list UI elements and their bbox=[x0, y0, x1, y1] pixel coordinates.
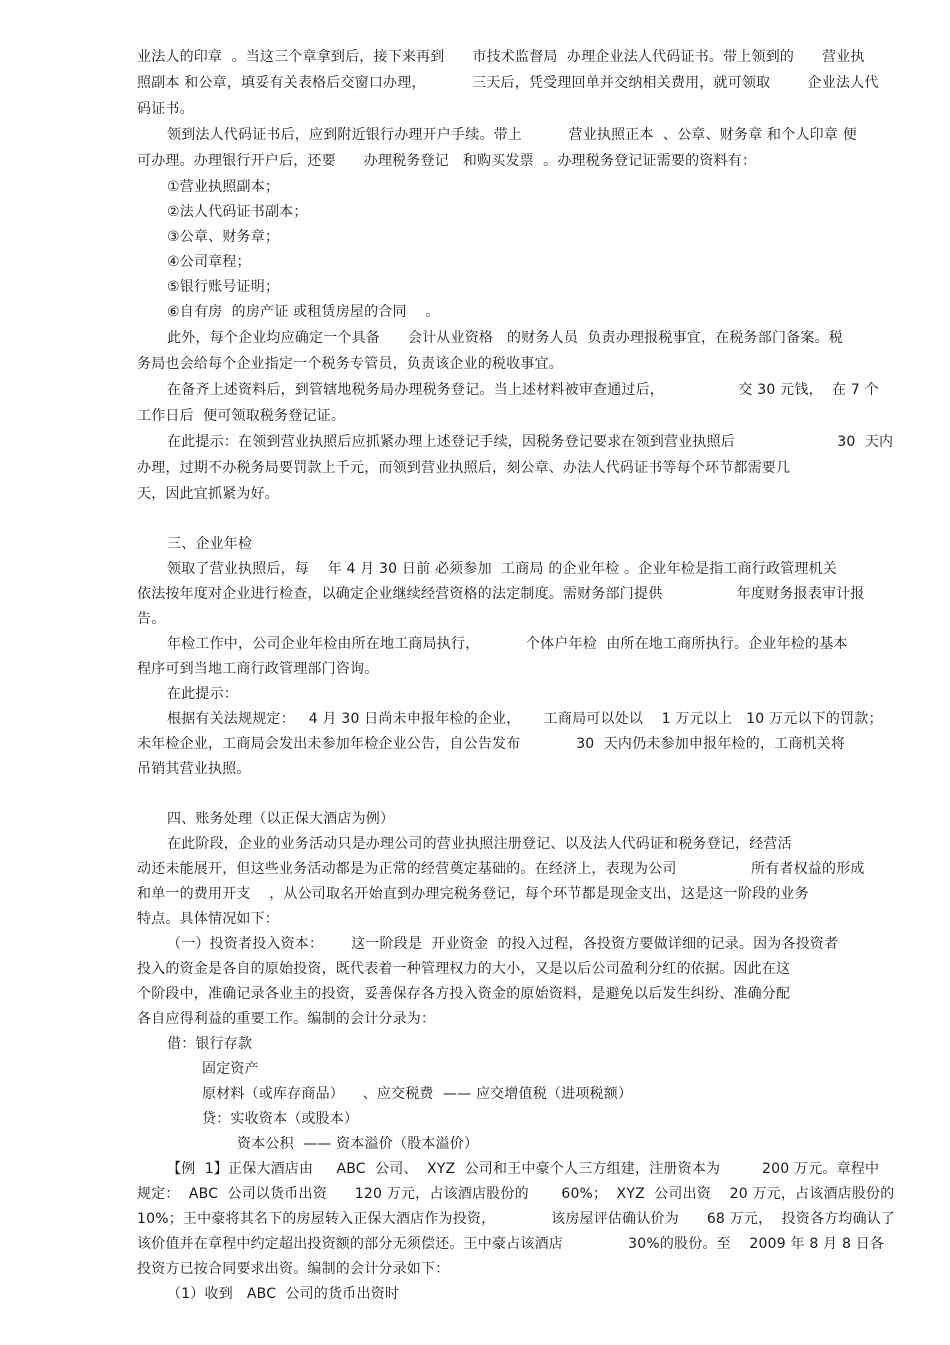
journal-entry-line: 固定资产 bbox=[202, 1061, 259, 1077]
text-line: 领到法人代码证书后，应到附近银行办理开户手续。带上 营业执照正本 、公章、财务章 和个人印章 便 bbox=[167, 127, 857, 143]
text-line: 投入的资金是各自的原始投资，既代表着一种管理权力的大小，又是以后公司盈利分红的依据。因此在这 bbox=[137, 961, 791, 977]
example-line: 投资方已按合同要求出资。编制的会计分录如下： bbox=[137, 1261, 450, 1277]
text-line: 未年检企业，工商局会发出未参加年检企业公告，自公告发布 30 天内仍未参加申报年检的，工商机关将 bbox=[137, 736, 846, 752]
text-line: 在此提示：在领到营业执照后应抓紧办理上述登记手续，因税务登记要求在领到营业执照后 30 天内 bbox=[167, 434, 894, 450]
text-line: 在此阶段，企业的业务活动只是办理公司的营业执照注册登记、以及法人代码证和税务登记，经营活 bbox=[167, 836, 792, 852]
text-line: （一）投资者投入资本： 这一阶段是 开业资金 的投入过程，各投资方要做详细的记录。因为各投资者 bbox=[167, 936, 839, 952]
list-item: ⑥自有房 的房产证 或租赁房屋的合同 。 bbox=[167, 304, 440, 320]
text-line: 告。 bbox=[137, 611, 166, 627]
text-line: 年检工作中，公司企业年检由所在地工商局执行， 个体户年检 由所在地工商所执行。企业年检的基本 bbox=[167, 636, 848, 652]
text-line: 在此提示： bbox=[167, 686, 238, 702]
text-line: 个阶段中，准确记录各业主的投资，妥善保存各方投入资金的原始资料，是避免以后发生纠纷、准确分配 bbox=[137, 986, 791, 1002]
text-line: 办理，过期不办税务局要罚款上千元，而领到营业执照后，刻公章、办法人代码证书等每个环节都需要几 bbox=[137, 460, 791, 476]
text-line: 天，因此宜抓紧为好。 bbox=[137, 486, 279, 502]
journal-entry-line: 原材料（或库存商品） 、应交税费 —— 应交增值税（进项税额） bbox=[202, 1086, 633, 1102]
section-heading: 三、企业年检 bbox=[167, 536, 253, 552]
journal-entry-credit: 贷：实收资本（或股本） bbox=[202, 1111, 359, 1127]
section-heading: 四、账务处理（以正保大酒店为例） bbox=[167, 811, 395, 827]
text-line: 业法人的印章 。当这三个章拿到后，接下来再到 市技术监督局 办理企业法人代码证书。带上领到的 营业执 bbox=[137, 49, 865, 65]
list-item: ①营业执照副本； bbox=[167, 179, 280, 195]
journal-entry-line: 资本公积 —— 资本溢价（股本溢价） bbox=[237, 1136, 479, 1152]
example-line: （1）收到 ABC 公司的货币出资时 bbox=[167, 1286, 400, 1302]
text-line: 特点。具体情况如下： bbox=[137, 911, 279, 927]
text-line: 照副本 和公章，填妥有关表格后交窗口办理， 三天后，凭受理回单并交纳相关费用，就可领取 企业法人代 bbox=[137, 75, 879, 91]
text-line: 和单一的费用开支 ，从公司取名开始直到办理完税务登记，每个环节都是现金支出，这是这一阶段的业务 bbox=[137, 886, 809, 902]
text-line: 程序可到当地工商行政管理部门咨询。 bbox=[137, 661, 379, 677]
example-line: 该价值并在章程中约定超出投资额的部分无须偿还。王中豪占该酒店 30%的股份。至 2009 年 8 月 8 日各 bbox=[137, 1236, 885, 1252]
example-line: 10%；王中豪将其名下的房屋转入正保大酒店作为投资， 该房屋评估确认价为 68 万元， 投资各方均确认了 bbox=[137, 1211, 896, 1227]
text-line: 可办理。办理银行开户后，还要 办理税务登记 和购买发票 。办理税务登记证需要的资料有： bbox=[137, 153, 757, 169]
text-line: 各自应得利益的重要工作。编制的会计分录为： bbox=[137, 1011, 436, 1027]
text-line: 在备齐上述资料后，到管辖地税务局办理税务登记。当上述材料被审查通过后， 交 30 元钱， 在 7 个 bbox=[167, 382, 879, 398]
list-item: ⑤银行账号证明； bbox=[167, 279, 280, 295]
text-line: 吊销其营业执照。 bbox=[137, 761, 251, 777]
text-line: 工作日后 便可领取税务登记证。 bbox=[137, 408, 346, 424]
journal-entry-debit: 借：银行存款 bbox=[167, 1036, 253, 1052]
example-line: 【例 1】正保大酒店由 ABC 公司、 XYZ 公司和王中豪个人三方组建，注册资本为 200 万元。章程中 bbox=[167, 1161, 880, 1177]
text-line: 依法按年度对企业进行检查，以确定企业继续经营资格的法定制度。需财务部门提供 年度财务报表审计报 bbox=[137, 586, 865, 602]
text-line: 务局也会给每个企业指定一个税务专管员，负责该企业的税收事宜。 bbox=[137, 356, 563, 372]
list-item: ④公司章程； bbox=[167, 254, 251, 270]
text-line: 此外，每个企业均应确定一个具备 会计从业资格 的财务人员 负责办理报税事宜，在税务部门备案。税 bbox=[167, 330, 843, 346]
text-line: 根据有关法规规定： 4 月 30 日尚未申报年检的企业， 工商局可以处以 1 万元以上 10 万元以下的罚款； bbox=[167, 711, 883, 727]
text-line: 码证书。 bbox=[137, 101, 194, 117]
list-item: ②法人代码证书副本； bbox=[167, 204, 308, 220]
example-line: 规定： ABC 公司以货币出资 120 万元，占该酒店股份的 60%； XYZ 公司出资 20 万元，占该酒店股份的 bbox=[137, 1186, 895, 1202]
list-item: ③公章、财务章； bbox=[167, 229, 280, 245]
text-line: 领取了营业执照后，每 年 4 月 30 日前 必须参加 工商局 的企业年检 。企业年检是指工商行政管理机关 bbox=[167, 561, 837, 577]
text-line: 动还未能展开，但这些业务活动都是为正常的经营奠定基础的。在经济上，表现为公司 所有者权益的形成 bbox=[137, 861, 865, 877]
